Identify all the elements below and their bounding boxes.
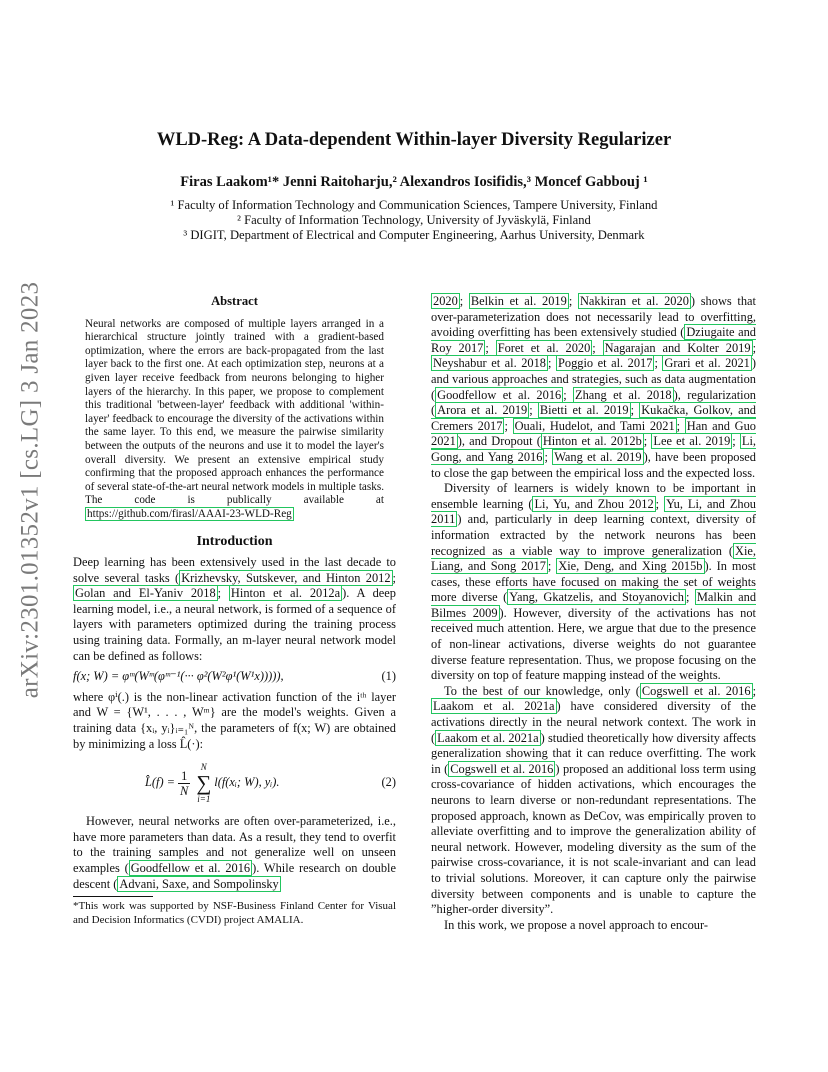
footnote-rule — [73, 896, 153, 897]
citation-link[interactable]: Han and Guo 2021 — [431, 418, 756, 449]
affiliation-1: ¹ Faculty of Information Technology and Communication Sciences, Tampere University, Finland — [170, 198, 658, 212]
citation-link[interactable]: Goodfellow et al. 2016 — [130, 861, 251, 875]
equation-2 — [73, 757, 396, 809]
citation-link[interactable]: Goodfellow et al. 2016 — [437, 387, 562, 402]
intro-paragraph-2: where φⁱ(.) is the non-linear activation function of the iᵗʰ layer and W = {W¹, . . . , Wᵐ} are the model's weights. Given a training data {xᵢ, yᵢ}ᵢ₌₁ᴺ, the parameters of f(x; W) are obtained by minimizing a loss L̂(·): — [73, 689, 396, 751]
citation-link[interactable]: Laakom et al. 2021a — [437, 730, 539, 745]
citation-link[interactable]: Belkin et al. 2019 — [470, 294, 567, 308]
citation-link[interactable]: Hinton et al. 2012a — [230, 586, 341, 601]
fraction: $\frac{1}{N}$ — [180, 768, 189, 798]
citation-link[interactable]: Xie, Liang, and Song 2017 — [431, 543, 756, 574]
paper-title: WLD-Reg: A Data-dependent Within-layer Diversity Regularizer — [156, 130, 672, 150]
right-column — [431, 294, 756, 933]
citation-link[interactable]: Li, Yu, and Zhou 2012 — [534, 496, 654, 511]
left-column — [73, 294, 396, 927]
citation-link[interactable]: 2020 — [433, 294, 458, 308]
author-list: Firas Laakom¹* Jenni Raitoharju,² Alexandros Iosifidis,³ Moncef Gabbouj ¹ — [180, 174, 648, 190]
citation-link[interactable]: Arora et al. 2019 — [437, 403, 528, 418]
citation-link[interactable]: Dziugaite and Roy 2017 — [431, 325, 756, 355]
citation-link[interactable]: Wang et al. 2019 — [554, 449, 642, 464]
citation-link[interactable]: Neyshabur et al. 2018 — [433, 356, 547, 371]
citation-link[interactable]: Cogswell et al. 2016 — [450, 761, 554, 776]
citation-link[interactable]: Kukačka, Golkov, and Cremers 2017 — [431, 403, 756, 433]
equation-2-body: L̂(f) = $\frac{1}{N}$ N ∑ i=1 l(f(xᵢ; W), yᵢ). — [145, 762, 280, 805]
equation-1-body: f(x; W) = φᵐ(Wᵐ(φᵐ⁻¹(··· φ²(W²φ¹(W¹x))))), — [73, 669, 284, 684]
citation-link[interactable]: Nagarajan and Kolter 2019 — [604, 340, 751, 355]
citation-link[interactable]: Advani, Saxe, and Sompolinsky — [119, 876, 279, 891]
footnote: *This work was supported by NSF-Business Finland Center for Visual and Decision Informatics (CVDI) project AMALIA. — [73, 900, 396, 926]
right-paragraph-3: To the best of our knowledge, only ( Cogswell et al. 2016 ; Laakom et al. 2021a ) have considered diversity of the activations directly in the neural network context. The work in ( Laakom et al. 2021a ) studied theoretically how diversity affects generalization showing that it can reduce overfitting. The work in ( Cogswell et al. 2016 ) proposed an additional loss term using cross-covariance of hidden activations, which encourages the neurons to learn diverse or non-redundant representations. The proposed approach, known as DeCov, was empirically proven to alleviate overfitting and to improve the generalization ability of neural network. However, modeling diversity as the sum of the pairwise cross-covariance, it is not scale-invariant and can lead to trivial solutions. Moreover, it can capture only the pairwise diversity between components and is unable to capture the ”higher-order diversity”. — [431, 683, 757, 917]
citation-link[interactable]: Ouali, Hudelot, and Tami 2021 — [514, 418, 675, 433]
introduction-heading: Introduction — [196, 533, 273, 549]
citation-link[interactable]: Yu, Li, and Zhou 2011 — [431, 496, 756, 527]
citation-link[interactable]: Hinton et al. 2012b — [542, 434, 642, 449]
equation-2-number: (2) — [381, 775, 396, 790]
code-link[interactable]: https://github.com/firasl/AAAI-23-WLD-Reg — [87, 507, 292, 520]
equation-1-number: (1) — [381, 669, 396, 684]
citation-link[interactable]: Cogswell et al. 2016 — [641, 683, 751, 698]
citation-link[interactable]: Nakkiran et al. 2020 — [579, 294, 689, 308]
citation-link[interactable]: Laakom et al. 2021a — [433, 699, 555, 714]
citation-link[interactable]: Poggio et al. 2017 — [557, 356, 653, 371]
abstract-text: Neural networks are composed of multiple layers arranged in a hierarchical structure jointly trained with a gradient-based optimization, where the errors are back-propagated from the last layer back to the first one. At each optimization step, neurons at a given layer receive feedback from neurons belonging to higher layers of the hierarchy. In this paper, we propose to complement this traditional 'between-layer' feedback with additional 'within-layer' feedback to encourage the diversity of the activations within the same layer. To this end, we measure the pairwise similarity between the outputs of the neurons and use it to model the layer's overall diversity. We present an extensive empirical study confirming that the proposed approach enhances the performance of several state-of-the-art neural network models in multiple tasks. The code is publically available at https://github.com/firasl/AAAI-23-WLD-Reg — [85, 317, 384, 520]
citation-link[interactable]: Yang, Gkatzelis, and Stoyanovich — [509, 590, 684, 605]
arxiv-id-text: arXiv:2301.01352v1 [cs.LG] 3 Jan 2023 — [16, 281, 43, 699]
citation-link[interactable]: Krizhevsky, Sutskever, and Hinton 2012 — [181, 570, 391, 585]
citation-link[interactable]: Lee et al. 2019 — [653, 434, 731, 449]
arxiv-side-identifier — [8, 281, 52, 699]
citation-link[interactable]: Bietti et al. 2019 — [539, 403, 629, 418]
citation-link[interactable]: Li, Gong, and Yang 2016 — [431, 434, 757, 464]
right-paragraph-1: 2020 ; Belkin et al. 2019 ; Nakkiran et al. 2020 ) shows that over-parameterization does not necessarily lead to overfitting, avoiding overfitting has been extensively studied ( Dziugaite and Roy 2017 ; Foret et al. 2020 ; Nagarajan and Kolter 2019 ; Neyshabur et al. 2018 ; Poggio et al. 2017 ; Grari et al. 2021 ) and various approaches and strategies, such as data augmentation ( Goodfellow et al. 2016 ; Zhang et al. 2018 ), regularization ( Arora et al. 2019 ; Bietti et al. 2019 ; Kukačka, Golkov, and Cremers 2017 ; Ouali, Hudelot, and Tami 2021 ; Han and Guo 2021 ), and Dropout ( Hinton et al. 2012b ; Lee et al. 2019 ; Li, Gong, and Yang 2016 ; Wang et al. 2019 ), have been proposed to close the gap between the empirical loss and the expected loss. — [431, 294, 757, 480]
citation-link[interactable]: Zhang et al. 2018 — [575, 387, 672, 402]
right-paragraph-2: Diversity of learners is widely known to be important in ensemble learning ( Li, Yu, and Zhou 2012 ; Yu, Li, and Zhou 2011 ) and, particularly in deep learning context, diversity of information extracted by the network neurons has been recognized as a viable way to improve generalization ( Xie, Liang, and Song 2017 ; Xie, Deng, and Xing 2015b ). In most cases, these efforts have focused on making the set of weights more diverse ( Yang, Gkatzelis, and Stoyanovich ; Malkin and Bilmes 2009 ). However, diversity of the activations has not received much attention. Here, we argue that due to the presence of non-linear activations, diverse weights do not guarantee diverse feature representation. Thus, we propose focusing on the diversity on top of feature mapping instead of the weights. — [431, 481, 757, 683]
citation-link[interactable]: Foret et al. 2020 — [497, 340, 591, 355]
citation-link[interactable]: Xie, Deng, and Xing 2015b — [558, 559, 703, 574]
summation-symbol: N ∑ i=1 — [196, 762, 212, 805]
affiliation-3: ³ DIGIT, Department of Electrical and Computer Engineering, Aarhus University, Denmark — [183, 228, 645, 242]
citation-link[interactable]: Golan and El-Yaniv 2018 — [75, 586, 216, 601]
affiliation-2: ² Faculty of Information Technology, University of Jyväskylä, Finland — [237, 213, 591, 227]
equation-1 — [73, 669, 396, 685]
affiliations — [0, 198, 828, 243]
citation-link[interactable]: Malkin and Bilmes 2009 — [431, 590, 757, 620]
abstract-heading: Abstract — [211, 294, 258, 308]
intro-paragraph-3: However, neural networks are often over-parameterized, i.e., have more parameters than data. As a result, they tend to overfit to the training samples and not generalize well on unseen examples ( Goodfellow et al. 2016 ). While research on double descent ( Advani, Saxe, and Sompolinsky — [73, 814, 396, 891]
intro-paragraph-1: Deep learning has been extensively used in the last decade to solve several tasks ( Krizhevsky, Sutskever, and Hinton 2012 ; Golan and El-Yaniv 2018 ; Hinton et al. 2012a ). A deep learning model, i.e., a neural network, is formed of a sequence of layers with parameters optimized during the training process using training data. Formally, an m-layer neural network model can be defined as follows: — [73, 555, 396, 663]
citation-link[interactable]: Grari et al. 2021 — [664, 356, 750, 371]
right-paragraph-4: In this work, we propose a novel approach to encour- — [444, 917, 709, 932]
